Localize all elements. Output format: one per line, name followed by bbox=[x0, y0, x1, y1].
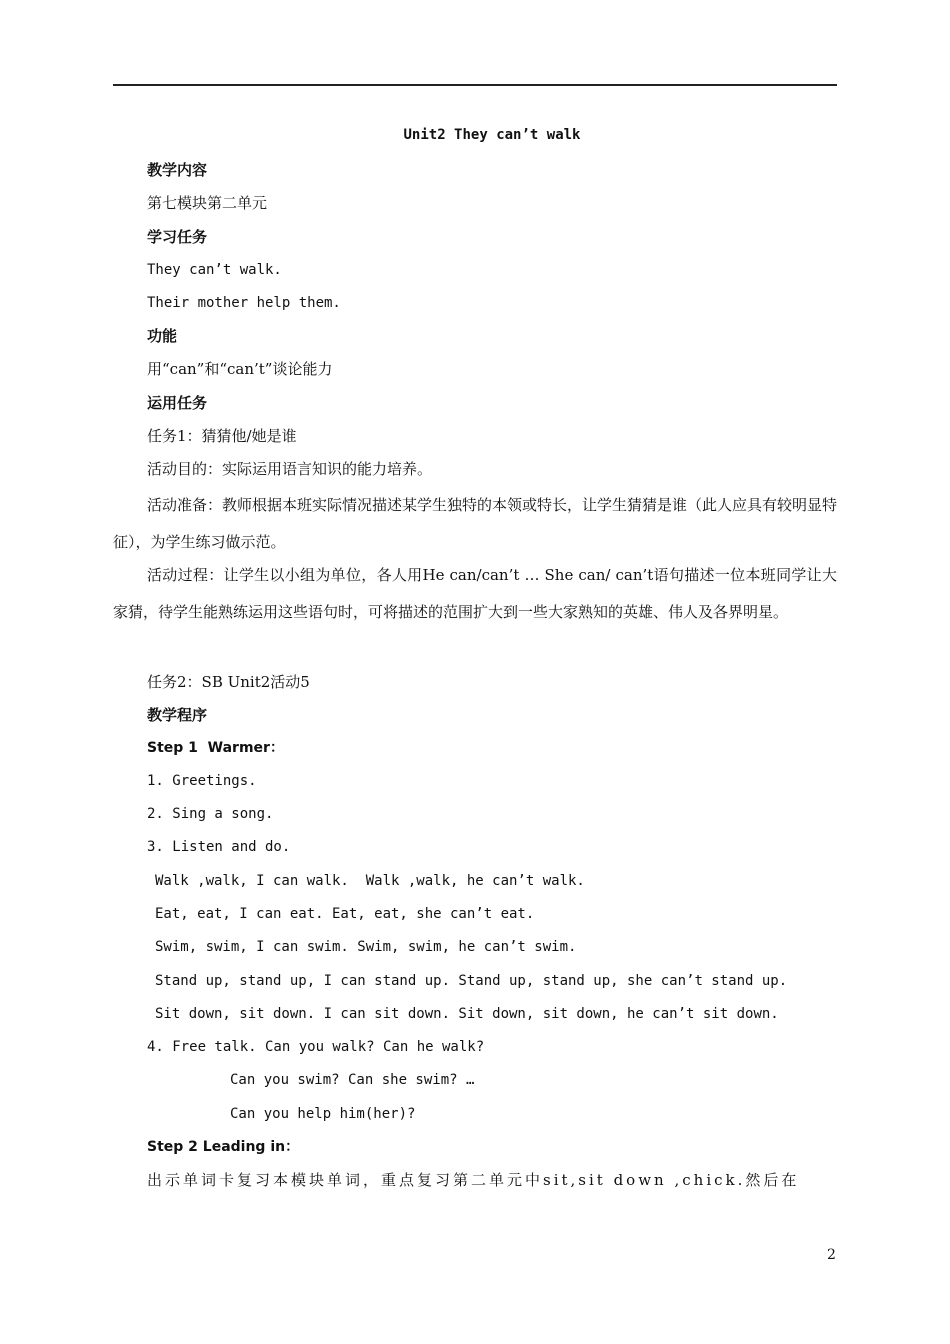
chant-line: Stand up, stand up, I can stand up. Stand up, stand up, she can’t stand up. bbox=[155, 973, 788, 989]
task-line-2: Their mother help them. bbox=[147, 295, 341, 311]
function-text: 用“can”和“can’t”谈论能力 bbox=[147, 360, 333, 378]
heading-tasks: 学习任务 bbox=[147, 228, 208, 246]
step1-item-2: 2. Sing a song. bbox=[147, 806, 274, 822]
heading-apply: 运用任务 bbox=[147, 394, 208, 412]
task-1: 任务1：猜猜他/她是谁 bbox=[147, 427, 297, 445]
free-talk-line-3: Can you help him(her)? bbox=[230, 1106, 416, 1122]
step1-item-3: 3. Listen and do. bbox=[147, 839, 291, 855]
chant-line: Swim, swim, I can swim. Swim, swim, he can’t swim. bbox=[155, 939, 577, 955]
task-line-1: They can’t walk. bbox=[147, 262, 282, 278]
step-2-heading: Step 2 Leading in： bbox=[147, 1139, 300, 1155]
step-1-heading: Step 1 Warmer： bbox=[147, 740, 284, 756]
step1-item-4: 4. Free talk. Can you walk? Can he walk? bbox=[147, 1039, 485, 1055]
chant-line: Eat, eat, I can eat. Eat, eat, she can’t eat. bbox=[155, 906, 535, 922]
step2-text: 出示单词卡复习本模块单词，重点复习第二单元中sit,sit down ,chick.然后在 bbox=[147, 1171, 800, 1189]
activity-purpose: 活动目的：实际运用语言知识的能力培养。 bbox=[147, 460, 433, 478]
heading-procedure: 教学程序 bbox=[147, 706, 208, 724]
activity-prep: 活动准备：教师根据本班实际情况描述某学生独特的本领或特长，让学生猜猜是谁（此人应具有较明显特征），为学生练习做示范。 bbox=[113, 496, 838, 551]
heading-function: 功能 bbox=[147, 327, 178, 345]
activity-process: 活动过程：让学生以小组为单位，各人用He can/can’t … She can/ can’t语句描述一位本班同学让大家猜，待学生能熟练运用这些语句时，可将描述的范围扩大到一些大家熟知的英雄、伟人及各界明星。 bbox=[113, 566, 837, 621]
step1-item-1: 1. Greetings. bbox=[147, 773, 257, 789]
content-text: 第七模块第二单元 bbox=[147, 194, 268, 212]
free-talk-line-2: Can you swim? Can she swim? … bbox=[230, 1072, 475, 1088]
page-number: 2 bbox=[827, 1247, 836, 1263]
heading-content: 教学内容 bbox=[147, 161, 208, 179]
page-title: Unit2 They can’t walk bbox=[403, 127, 581, 143]
task-2: 任务2：SB Unit2活动5 bbox=[147, 673, 310, 691]
header-rule bbox=[113, 84, 837, 86]
chant-line: Walk ,walk, I can walk. Walk ,walk, he can’t walk. bbox=[155, 873, 585, 889]
chant-line: Sit down, sit down. I can sit down. Sit down, sit down, he can’t sit down. bbox=[155, 1006, 779, 1022]
